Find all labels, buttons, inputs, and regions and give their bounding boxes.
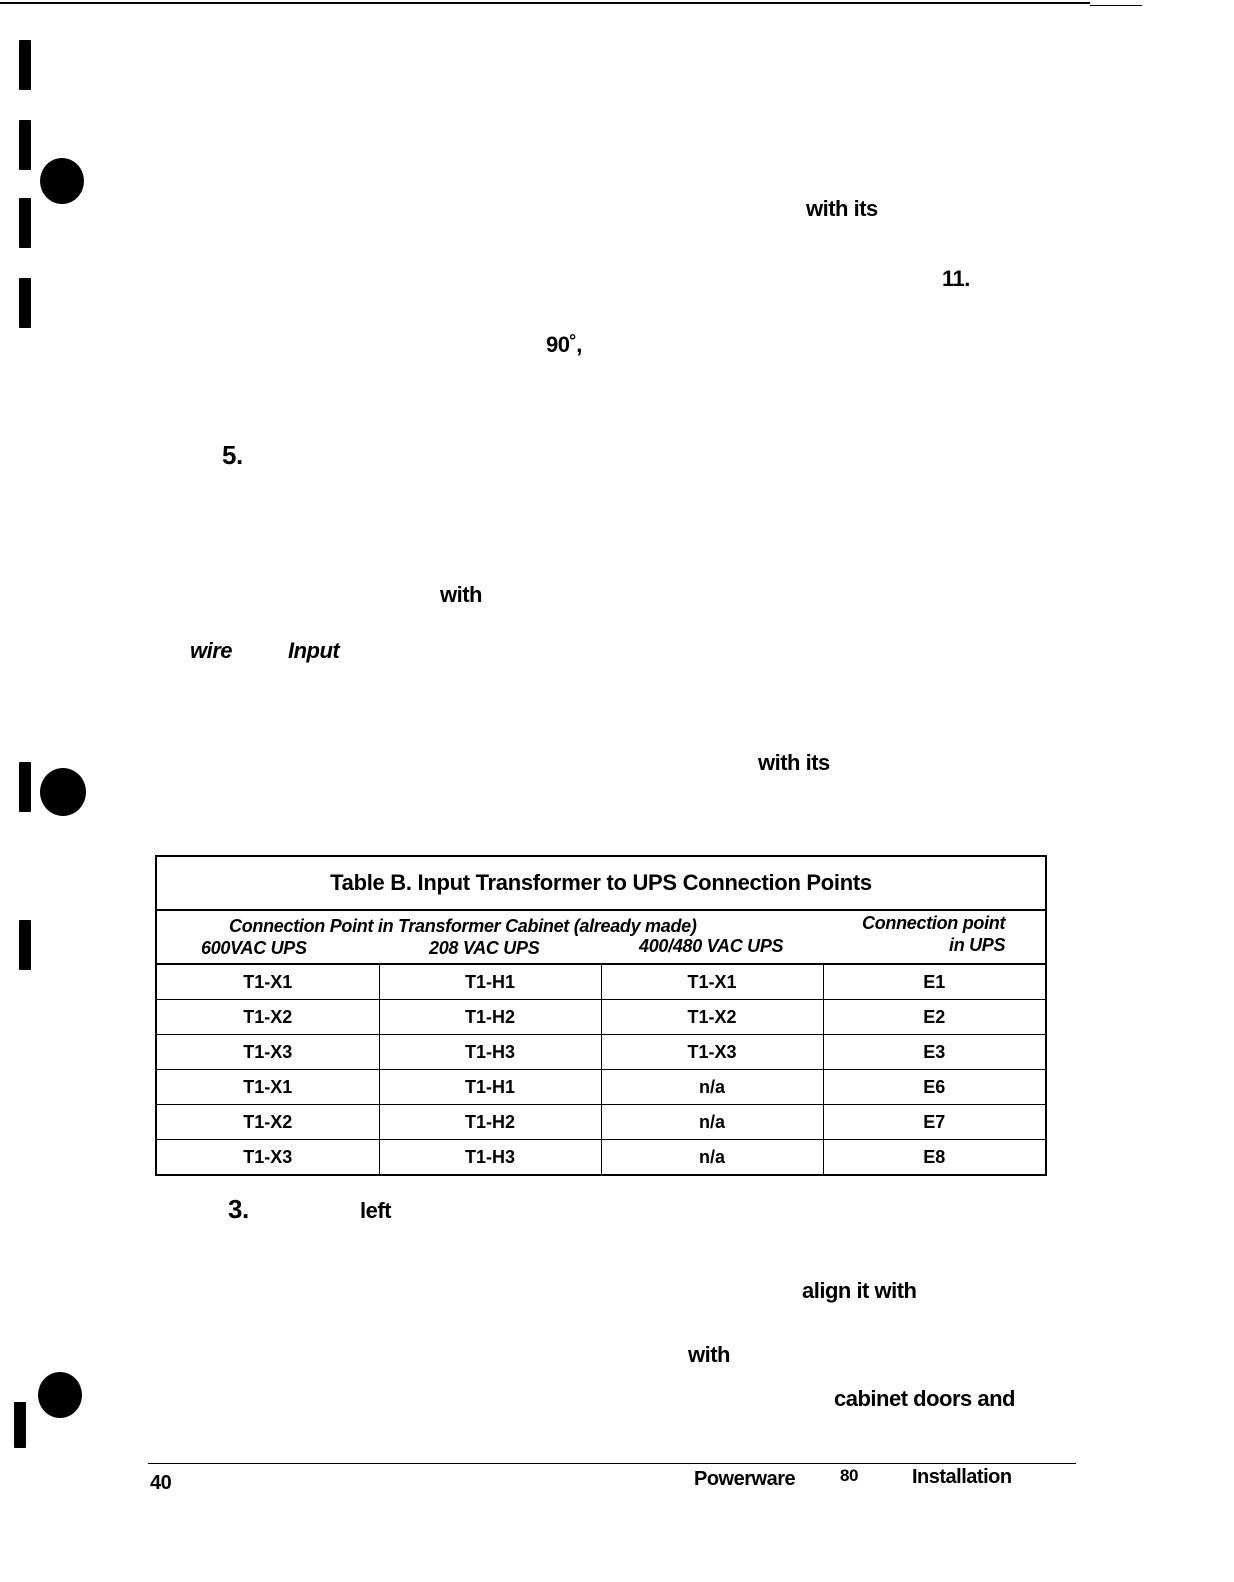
connection-table [155,855,1047,1176]
footer-rule [148,1463,1076,1464]
binder-hole-mark [40,158,84,204]
table-cell: T1-H2 [379,1000,601,1035]
table-caption: Table B. Input Transformer to UPS Connection Points [157,857,1045,911]
table-cell: E8 [923,1146,946,1167]
table-cell: T1-X2 [157,1000,379,1035]
text-fragment: align it with [802,1278,917,1303]
table-cell: T1-X1 [601,965,823,1000]
column-header-400-480vac: 400/480 VAC UPS [639,936,784,956]
table-row [157,965,1045,1000]
top-rule [0,2,1090,4]
table-cell: T1-X2 [157,1105,379,1140]
table-cell: E6 [823,1070,1045,1105]
table-row [157,1105,1045,1140]
table-header [157,911,1045,965]
table-cell: T1-X3 [157,1140,379,1175]
table-cell: T1-X3 [157,1035,379,1070]
text-fragment: left [360,1198,391,1223]
table-cell: E7 [823,1105,1045,1140]
table-row [157,1140,1045,1175]
column-header-600vac: 600VAC UPS [201,938,307,958]
table-cell: T1-H1 [379,965,601,1000]
table-row [157,1000,1045,1035]
table-cell: T1-H3 [379,1140,601,1175]
table-cell: E1 [823,965,1045,1000]
margin-bar [19,40,31,90]
table-cell: n/a [601,1140,823,1175]
table-cell: n/a [601,1105,823,1140]
table-cell: E3 [823,1035,1045,1070]
footer-section: Installation [912,1466,1012,1488]
table-cell: E2 [823,1000,1045,1035]
text-fragment: 90˚, [546,332,582,357]
step-number: 3. [228,1194,249,1224]
table-cell: T1-H1 [379,1070,601,1105]
margin-bar [19,762,31,812]
column-header-ups-line2: in UPS [949,935,1006,955]
text-fragment: with [440,582,482,607]
top-rule-tail [1090,5,1142,6]
page-number: 40 [150,1472,172,1494]
text-fragment: with its [758,750,830,775]
table-cell: T1-X2 [601,1000,823,1035]
text-fragment: cabinet doors and [834,1386,1015,1411]
table-cell: T1-H3 [379,1035,601,1070]
table-cell: T1-X1 [157,965,379,1000]
table-cell: n/a [601,1070,823,1105]
binder-hole-mark [38,1372,82,1418]
binder-hole-mark [40,768,86,816]
margin-bar [19,278,31,328]
table-cell: T1-X1 [157,1070,379,1105]
text-fragment: wire [190,638,233,663]
column-header-208vac: 208 VAC UPS [429,938,540,958]
text-fragment: with [688,1342,730,1367]
text-fragment: with its [806,196,878,221]
margin-bar [19,120,31,170]
margin-bar [19,920,31,970]
text-fragment: Input [288,638,340,663]
footer-model: 80 [840,1466,858,1485]
table-cell: T1-H2 [379,1105,601,1140]
text-fragment: 11. [942,266,970,291]
column-header-ups-line1: Connection point [862,913,1006,933]
group-header: Connection Point in Transformer Cabinet (already made) [229,916,697,936]
table-row [157,1070,1045,1105]
table-row [157,1035,1045,1070]
step-number: 5. [222,440,243,470]
footer-brand: Powerware [694,1468,796,1490]
margin-bar [19,198,31,248]
margin-bar [14,1402,26,1448]
table-cell: T1-X3 [601,1035,823,1070]
table-body [157,965,1045,1174]
